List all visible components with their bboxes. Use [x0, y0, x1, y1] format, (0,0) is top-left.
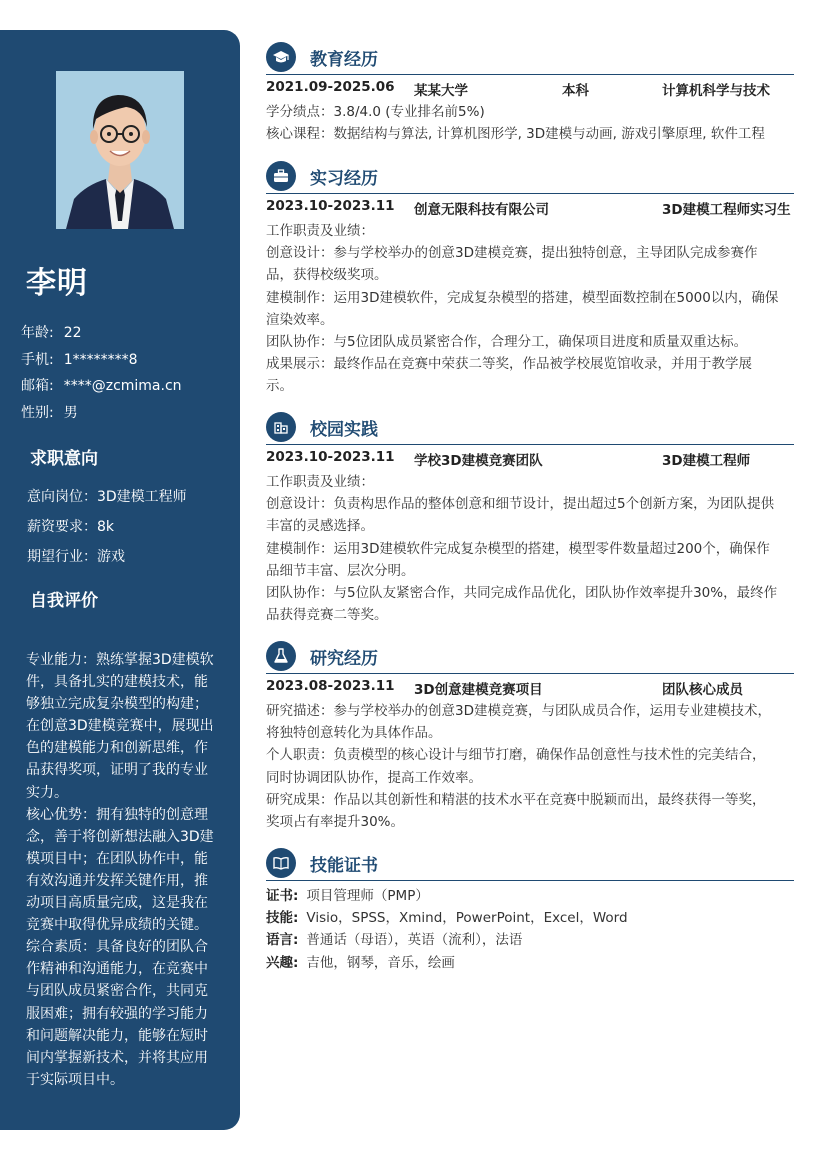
section-education: [266, 42, 794, 145]
self-eval-heading: 自我评价: [30, 591, 98, 611]
graduation-cap-icon: [266, 42, 296, 72]
section-body: [266, 220, 794, 398]
text-line: 模项目中；在团队协作中，能: [26, 850, 208, 867]
text-line: 团队协作：与5位团队成员紧密合作，合理分工，确保项目进度和质量双重达标。: [266, 334, 748, 351]
text-line: 建模制作：运用3D建模软件，完成复杂模型的搭建，模型面数控制在5000以内，确保: [266, 289, 779, 306]
entry-date: 2023.08-2023.11: [266, 678, 395, 694]
text-line: 渲染效率。: [266, 311, 334, 328]
text-line: 团队协作：与5位队友紧密合作，共同完成作品优化，团队协作效率提升30%，最终作: [266, 585, 778, 602]
text-line: 同时协调团队协作，提高工作效率。: [266, 769, 482, 786]
section-title: 技能证书: [310, 856, 378, 876]
text-line: 学分绩点：3.8/4.0 (专业排名前5%): [266, 104, 485, 120]
intent-item: 意向岗位：3D建模工程师: [27, 489, 187, 505]
text-line: 作精神和沟通能力，在竞赛中: [26, 961, 208, 978]
self-eval-text: [26, 649, 216, 1091]
skill-row-interests: 兴趣: 吉他，钢琴，音乐，绘画: [266, 954, 455, 971]
section-skills: [266, 848, 794, 974]
text-line: 实力。: [26, 784, 68, 801]
text-line: 丰富的灵感选择。: [266, 518, 374, 535]
text-line: 间内掌握新技术，并将其应用: [26, 1049, 208, 1066]
entry-org: 学校3D建模竞赛团队: [414, 453, 543, 469]
sidebar: [0, 30, 240, 1130]
basic-info: [21, 320, 182, 426]
text-line: 创意设计：参与学校举办的创意3D建模竞赛，提出独特创意，主导团队完成参赛作: [266, 245, 758, 262]
section-title: 教育经历: [310, 50, 378, 70]
section-header: [266, 161, 794, 194]
section-campus: [266, 412, 794, 626]
text-line: 品，获得校级奖项。: [266, 267, 388, 284]
entry-date: 2021.09-2025.06: [266, 79, 395, 95]
profile-photo: [56, 71, 184, 229]
entry-date: 2023.10-2023.11: [266, 449, 395, 465]
entry-row: [266, 674, 794, 700]
text-line: 竞赛中取得优异成绩的关键。: [26, 917, 208, 934]
entry-row: [266, 194, 794, 220]
briefcase-icon: [266, 161, 296, 191]
entry-role: 3D建模工程师: [662, 453, 751, 469]
entry-org: 3D创意建模竞赛项目: [414, 682, 543, 698]
intent-heading: 求职意向: [30, 449, 98, 469]
text-line: 研究描述：参与学校举办的创意3D建模竞赛，与团队成员合作，运用专业建模技术，: [266, 703, 771, 719]
section-internship: [266, 161, 794, 398]
section-header: [266, 848, 794, 881]
text-line: 研究成果：作品以其创新性和精湛的技术水平在竞赛中脱颖而出，最终获得一等奖，: [266, 791, 766, 808]
section-body: [266, 101, 794, 145]
text-line: 核心课程：数据结构与算法, 计算机图形学, 3D建模与动画, 游戏引擎原理, 软件工程: [266, 126, 765, 143]
text-line: 工作职责及业绩：: [266, 223, 374, 239]
section-research: [266, 641, 794, 833]
text-line: 建模制作：运用3D建模软件完成复杂模型的搭建，模型零件数量超过200个，确保作: [266, 540, 770, 557]
text-line: 够独立完成复杂模型的构建；: [26, 696, 208, 713]
section-title: 实习经历: [310, 169, 378, 189]
skill-row-certificate: 证书: 项目管理师（PMP）: [266, 888, 429, 904]
text-line: 奖项占有率提升30%。: [266, 814, 405, 831]
entry-degree: 本科: [562, 83, 589, 99]
text-line: 有效沟通并发挥关键作用，推: [26, 872, 208, 889]
entry-row: [266, 445, 794, 471]
section-title: 校园实践: [310, 420, 378, 440]
text-line: 与团队成员紧密合作，共同克: [26, 983, 208, 1000]
intent-item: 期望行业：游戏: [27, 549, 125, 565]
skill-row-skills: 技能: Visio，SPSS，Xmind，PowerPoint，Excel，Word: [266, 910, 628, 927]
candidate-name: 李明: [26, 266, 88, 301]
text-line: 品获得奖项，证明了我的专业: [26, 762, 208, 779]
text-line: 件，具备扎实的建模技术，能: [26, 674, 208, 691]
info-phone: 手机: 1********8: [21, 351, 138, 368]
info-email: 邮箱: ****@zcmima.cn: [21, 378, 182, 394]
entry-role: 3D建模工程师实习生: [662, 202, 791, 218]
entry-date: 2023.10-2023.11: [266, 198, 395, 214]
section-header: [266, 42, 794, 75]
text-line: 动项目高质量完成，这是我在: [26, 895, 208, 912]
entry-org: 创意无限科技有限公司: [414, 202, 549, 218]
text-line: 核心优势：拥有独特的创意理: [26, 806, 208, 823]
entry-row: [266, 75, 794, 101]
text-line: 综合素质：具备良好的团队合: [26, 939, 208, 956]
text-line: 品获得竞赛二等奖。: [266, 607, 388, 624]
entry-role: 计算机科学与技术: [662, 83, 770, 99]
intent-item: 薪资要求：8k: [27, 519, 115, 535]
text-line: 于实际项目中。: [26, 1071, 124, 1088]
section-body: [266, 471, 794, 626]
section-title: 研究经历: [310, 649, 378, 669]
text-line: 品细节丰富、层次分明。: [266, 562, 415, 579]
text-line: 在创意3D建模竞赛中，展现出: [26, 718, 214, 735]
entry-org: 某某大学: [414, 83, 468, 99]
text-line: 创意设计：负责构思作品的整体创意和细节设计，提出超过5个创新方案，为团队提供: [266, 496, 775, 513]
intent-list: [27, 482, 187, 572]
text-line: 色的建模能力和创新思维，作: [26, 740, 208, 757]
text-line: 念，善于将创新想法融入3D建: [26, 828, 214, 845]
section-header: [266, 641, 794, 674]
book-icon: [266, 848, 296, 878]
text-line: 成果展示：最终作品在竞赛中荣获二等奖，作品被学校展览馆收录，并用于教学展: [266, 356, 752, 373]
text-line: 个人职责：负责模型的核心设计与细节打磨，确保作品创意性与技术性的完美结合，: [266, 747, 766, 764]
skills-list: [266, 885, 794, 974]
text-line: 专业能力：熟练掌握3D建模软: [26, 652, 214, 668]
section-body: [266, 700, 794, 833]
skill-row-language: 语言: 普通话（母语），英语（流利），法语: [266, 932, 523, 949]
entry-role: 团队核心成员: [662, 682, 743, 698]
text-line: 将独特创意转化为具体作品。: [266, 725, 442, 742]
text-line: 和问题解决能力，能够在短时: [26, 1027, 208, 1044]
building-icon: [266, 412, 296, 442]
text-line: 工作职责及业绩：: [266, 474, 374, 490]
info-gender: 性别: 男: [21, 404, 78, 421]
text-line: 服困难；拥有较强的学习能力: [26, 1005, 208, 1022]
section-header: [266, 412, 794, 445]
info-age: 年龄: 22: [21, 325, 82, 341]
flask-icon: [266, 641, 296, 671]
text-line: 示。: [266, 378, 293, 395]
